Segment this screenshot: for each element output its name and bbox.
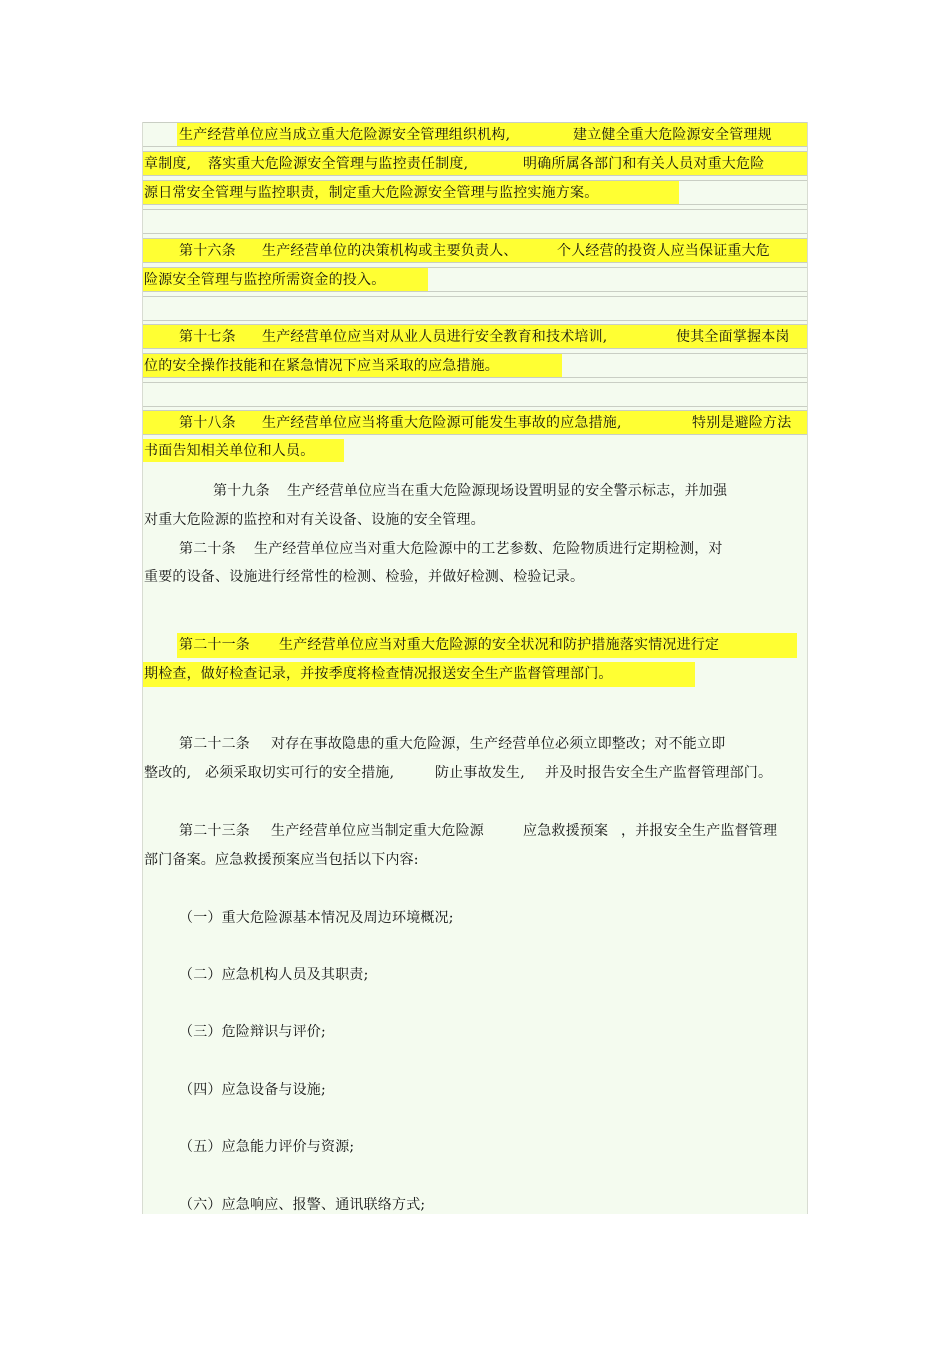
- article-16-line-1: 第十六条 生产经营单位的决策机构或主要负责人、 个人经营的投资人应当保证重大危: [143, 238, 807, 263]
- article-15-line-2: 章制度, 落实重大危险源安全管理与监控责任制度, 明确所属各部门和有关人员对重大危险: [143, 151, 807, 176]
- blank-row: [143, 296, 807, 321]
- article-15-line-1: 生产经营单位应当成立重大危险源安全管理组织机构, 建立健全重大危险源安全管理规: [143, 122, 807, 147]
- article-17-number: 第十七条: [179, 329, 236, 345]
- document-body: 生产经营单位应当成立重大危险源安全管理组织机构, 建立健全重大危险源安全管理规 章制度, 落实重大危险源安全管理与监控责任制度, 明确所属各部门和有关人员对重大危险 源日常安全管理与监控职责，制定重大危险源安全管理与监控实施方案。 第十六条 生产经营单位的决策机构或主要负责人、 个人经营的投资人应当保证重大危 险源安全管理与监控所需资金的投入。 第十七条 生产经营单位应当对从业人员进行安全教育和技术培训, 使其全面掌握本岗 位的安全操作技能和在紧急情况下应当采取的应急措施。 第十八条 生产经营单位应当将重大危险源可能发生事故的应急措施, 特别是避险方法 书面告知相关单位和人员。 第十九条 生产经营单位应当在重大危险源现场设置明显的安全警示标志，并加强 对重大危险源的监控和对有关设备、设施的安全管理。 第二十条 生产经营单位应当对重大危险源中的工艺参数、危险物质进行定期检测，对 重要的设备、设施进行经常性的检测、检验，并做好检测、检验记录。 第二十一条 生产经营单位应当对重大危险源的安全状况和防护措施落实情况进行定 期检查，做好检查记录，并按季度将检查情况报送安全生产监督管理部门。 第二十二条 对存在事故隐患的重大危险源，生产经营单位必须立即整改；对不能立即 整改的, 必须采取切实可行的安全措施, 防止事故发生, 并及时报告安全生产监督管理部门。 第二十三条 生产经营单位应当制定重大危险源 应急救援预案 ，并报安全生产监督管理 部门备案。应急救援预案应当包括以下内容: （一）重大危险源基本情况及周边环境概况; （二）应急机构人员及其职责; （三）危险辩识与评价; （四）应急设备与设施; （五）应急能力评价与资源; （六）应急响应、报警、通讯联络方式;: [142, 122, 808, 1214]
- article-21-line-1: 第二十一条 生产经营单位应当对重大危险源的安全状况和防护措施落实情况进行定: [143, 633, 807, 658]
- blank-row: [143, 382, 807, 407]
- article-18-number: 第十八条: [179, 415, 236, 431]
- article-15-line-3: 源日常安全管理与监控职责，制定重大危险源安全管理与监控实施方案。: [143, 180, 807, 205]
- article-16-number: 第十六条: [179, 243, 236, 259]
- article-17-line-2: 位的安全操作技能和在紧急情况下应当采取的应急措施。: [143, 353, 807, 378]
- article-17-line-1: 第十七条 生产经营单位应当对从业人员进行安全教育和技术培训, 使其全面掌握本岗: [143, 324, 807, 349]
- article-21-number: 第二十一条: [179, 637, 250, 653]
- article-18-line-1: 第十八条 生产经营单位应当将重大危险源可能发生事故的应急措施, 特别是避险方法: [143, 410, 807, 435]
- article-23-number: 第二十三条: [179, 823, 250, 839]
- article-18-line-2: 书面告知相关单位和人员。: [143, 439, 807, 464]
- blank-row: [143, 209, 807, 234]
- article-16-line-2: 险源安全管理与监控所需资金的投入。: [143, 267, 807, 292]
- article-19-number: 第十九条: [213, 483, 270, 499]
- article-22-number: 第二十二条: [179, 736, 250, 752]
- article-21-line-2: 期检查，做好检查记录，并按季度将检查情况报送安全生产监督管理部门。: [143, 662, 807, 687]
- article-20-number: 第二十条: [179, 541, 236, 557]
